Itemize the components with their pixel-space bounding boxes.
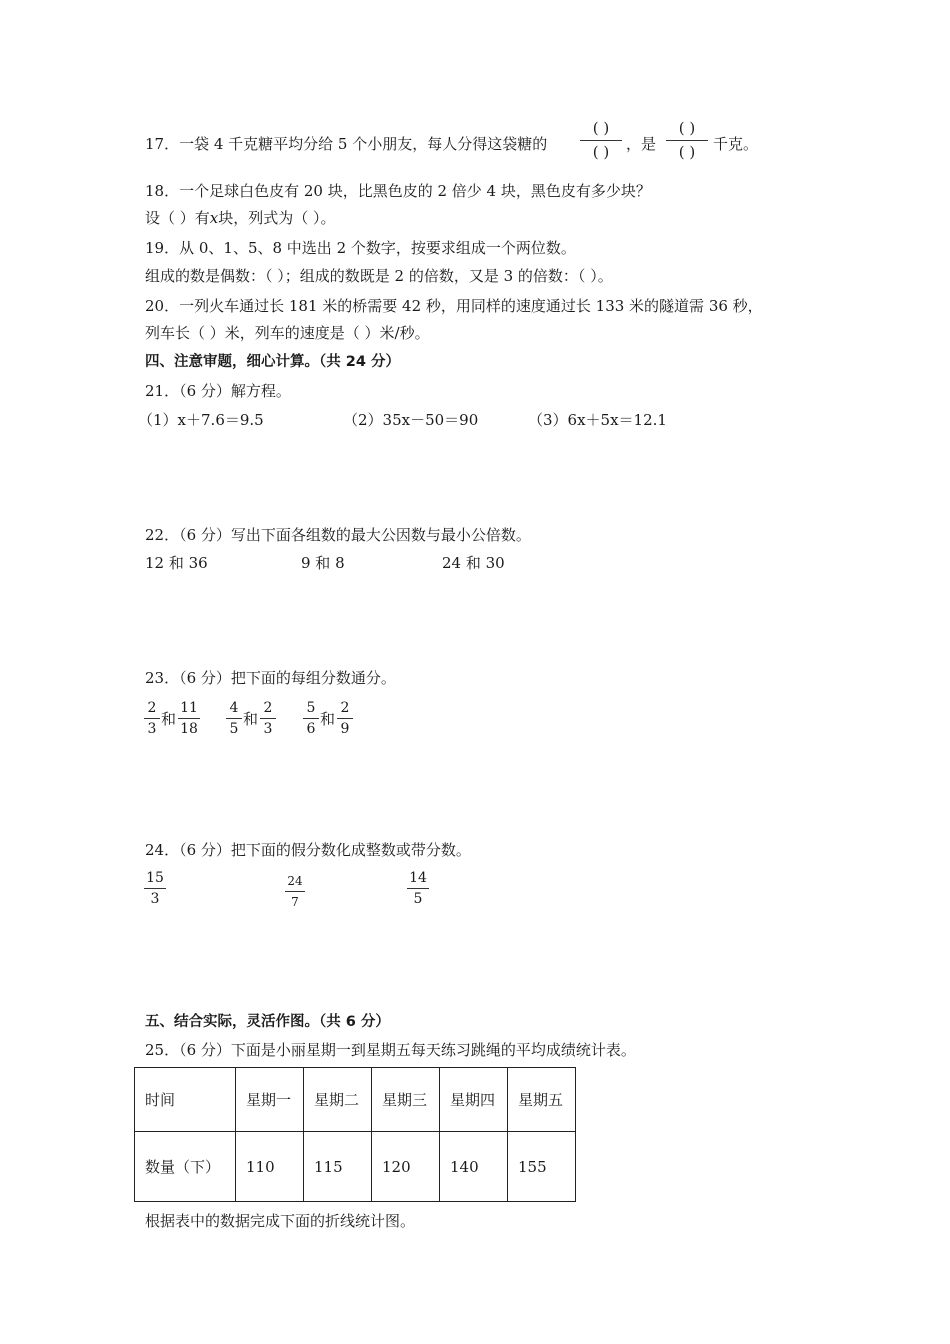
q24-fraction-2 bbox=[285, 873, 305, 910]
table-header-cell: 星期一 bbox=[236, 1068, 304, 1132]
denominator: 5 bbox=[229, 721, 239, 737]
q20-line2: 列车长（ ）米，列车的速度是（ ）米/秒。 bbox=[145, 324, 430, 342]
numerator: 2 bbox=[263, 700, 273, 716]
q21-equation-1: （1）x＋7.6＝9.5 bbox=[138, 411, 264, 429]
q19-line2: 组成的数是偶数：（ ）；组成的数既是 2 的倍数，又是 3 的倍数：（ ）。 bbox=[145, 267, 613, 285]
numerator: 4 bbox=[229, 700, 239, 716]
q21-title: 21．（6 分）解方程。 bbox=[145, 382, 291, 400]
fraction-numerator-blank: ( ) bbox=[592, 119, 610, 137]
table-row-label: 数量（下） bbox=[135, 1132, 236, 1202]
table-header-cell: 星期二 bbox=[304, 1068, 372, 1132]
table-row bbox=[135, 1132, 576, 1202]
q24-fraction-3 bbox=[407, 870, 429, 907]
denominator: 9 bbox=[340, 721, 350, 737]
q23-pair3-joiner: 和 bbox=[320, 710, 336, 728]
q17-text-c: 千克。 bbox=[713, 135, 759, 153]
table-header-cell: 星期四 bbox=[440, 1068, 508, 1132]
numerator: 14 bbox=[409, 870, 427, 886]
q23-pair2-joiner: 和 bbox=[243, 710, 259, 728]
q23-pair3-fraction-b bbox=[337, 700, 353, 737]
jump-rope-stats-table bbox=[134, 1067, 576, 1202]
q17-answer-fraction-1[interactable] bbox=[578, 119, 624, 165]
table-cell: 115 bbox=[304, 1132, 372, 1202]
q22-item-3: 24 和 30 bbox=[442, 554, 505, 572]
denominator: 5 bbox=[413, 891, 423, 907]
fraction-numerator-blank: ( ) bbox=[678, 119, 696, 137]
q23-pair1-fraction-b bbox=[178, 700, 200, 737]
table-cell: 120 bbox=[372, 1132, 440, 1202]
table-header-cell: 时间 bbox=[135, 1068, 236, 1132]
q23-pair2-fraction-a bbox=[226, 700, 242, 737]
q25-title: 25．（6 分）下面是小丽星期一到星期五每天练习跳绳的平均成绩统计表。 bbox=[145, 1041, 636, 1059]
q24-fraction-1 bbox=[144, 870, 166, 907]
q23-pair3-fraction-a bbox=[303, 700, 319, 737]
q18-line2-a: 设（ ）有 bbox=[145, 209, 210, 227]
fraction-denominator-blank: ( ) bbox=[592, 143, 610, 161]
q22-item-1: 12 和 36 bbox=[145, 554, 208, 572]
numerator: 5 bbox=[306, 700, 316, 716]
q23-pair1-joiner: 和 bbox=[161, 710, 177, 728]
q22-title: 22．（6 分）写出下面各组数的最大公因数与最小公倍数。 bbox=[145, 526, 531, 544]
table-header-row bbox=[135, 1068, 576, 1132]
table-header-cell: 星期三 bbox=[372, 1068, 440, 1132]
q18-line2 bbox=[145, 208, 336, 228]
section-5-heading: 五、结合实际，灵活作图。（共 6 分） bbox=[145, 1014, 390, 1030]
q17-answer-fraction-2[interactable] bbox=[664, 119, 710, 165]
table-header-cell: 星期五 bbox=[508, 1068, 576, 1132]
q17-text-a: 17．一袋 4 千克糖平均分给 5 个小朋友，每人分得这袋糖的 bbox=[145, 135, 548, 153]
q18-variable: x bbox=[209, 209, 219, 227]
q22-item-2: 9 和 8 bbox=[301, 554, 345, 572]
q19-line1: 19．从 0、1、5、8 中选出 2 个数字，按要求组成一个两位数。 bbox=[145, 239, 576, 257]
q17-text-b: ，是 bbox=[626, 135, 657, 153]
q23-pair2-fraction-b bbox=[260, 700, 276, 737]
numerator: 2 bbox=[147, 700, 157, 716]
denominator: 18 bbox=[180, 721, 198, 737]
q18-line1: 18．一个足球白色皮有 20 块，比黑色皮的 2 倍少 4 块，黑色皮有多少块？ bbox=[145, 182, 651, 200]
q21-equation-3: （3）6x＋5x＝12.1 bbox=[528, 411, 667, 429]
q23-title: 23．（6 分）把下面的每组分数通分。 bbox=[145, 669, 396, 687]
denominator: 3 bbox=[263, 721, 273, 737]
q25-footer: 根据表中的数据完成下面的折线统计图。 bbox=[145, 1212, 416, 1230]
table-cell: 110 bbox=[236, 1132, 304, 1202]
denominator: 3 bbox=[147, 721, 157, 737]
denominator: 3 bbox=[150, 891, 160, 907]
table-cell: 155 bbox=[508, 1132, 576, 1202]
fraction-denominator-blank: ( ) bbox=[678, 143, 696, 161]
numerator: 15 bbox=[146, 870, 164, 886]
q21-equation-2: （2）35x－50＝90 bbox=[343, 411, 479, 429]
numerator: 24 bbox=[287, 874, 303, 888]
denominator: 7 bbox=[291, 895, 299, 909]
numerator: 11 bbox=[180, 700, 198, 716]
q18-line2-b: 块，列式为（ ）。 bbox=[218, 209, 336, 227]
q23-pair1-fraction-a bbox=[144, 700, 160, 737]
denominator: 6 bbox=[306, 721, 316, 737]
numerator: 2 bbox=[340, 700, 350, 716]
table-cell: 140 bbox=[440, 1132, 508, 1202]
q20-line1: 20．一列火车通过长 181 米的桥需要 42 秒，用同样的速度通过长 133 米的隧道需 36 秒， bbox=[145, 297, 763, 315]
q24-title: 24．（6 分）把下面的假分数化成整数或带分数。 bbox=[145, 841, 471, 859]
section-4-heading: 四、注意审题，细心计算。（共 24 分） bbox=[145, 354, 401, 370]
